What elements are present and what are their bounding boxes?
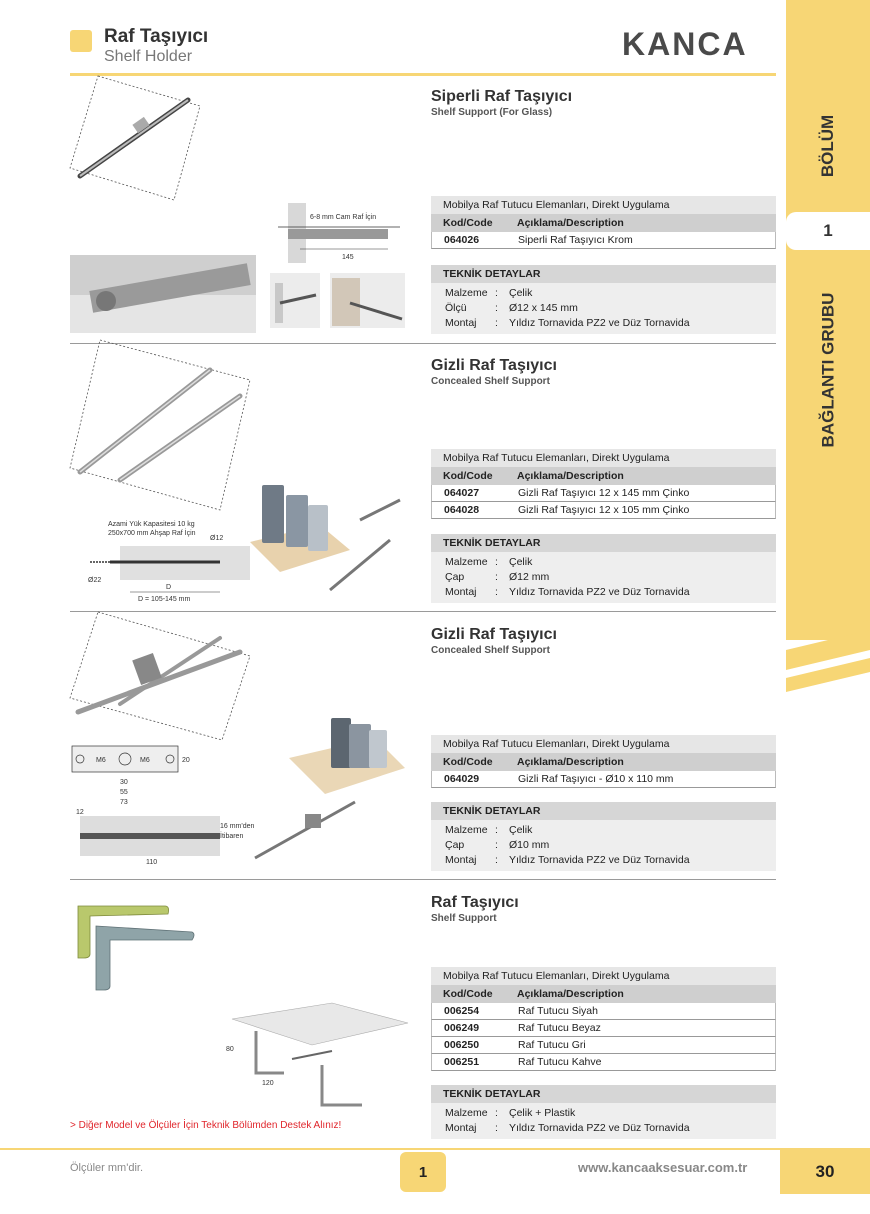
section-4-product-image	[70, 902, 200, 992]
side-bar-stripes	[786, 560, 870, 700]
page-subtitle: Shelf Holder	[104, 48, 193, 65]
bolum-label: BÖLÜM	[817, 114, 837, 178]
product-code: 006250	[444, 1039, 480, 1051]
tech-row: Malzeme : Çelik	[445, 824, 533, 836]
group-tab	[786, 260, 870, 480]
table-row	[431, 1020, 776, 1037]
load-capacity-label: Azami Yük Kapasitesi 10 kg	[108, 521, 195, 528]
section-2-tech-details	[431, 534, 776, 603]
m6-left-label: M6	[96, 757, 106, 764]
group-label: BAĞLANTI GRUBU	[818, 292, 838, 448]
dim-80-label: 80	[226, 1046, 234, 1053]
section-3-tech-details	[431, 802, 776, 871]
section-2-product-table	[431, 449, 776, 519]
col-description: Açıklama/Description	[517, 217, 624, 229]
product-description: Raf Tutucu Siyah	[518, 1005, 598, 1017]
section-2-title: Gizli Raf Taşıyıcı	[431, 357, 557, 374]
section-tab-bolum	[786, 96, 870, 196]
section-4-tech-details	[431, 1085, 776, 1139]
col-description: Açıklama/Description	[517, 756, 624, 768]
height-20-label: 20	[182, 757, 190, 764]
table-caption: Mobilya Raf Tutucu Elemanları, Direkt Uygulama	[431, 196, 776, 214]
dia12-label: Ø12	[210, 535, 224, 542]
shelf-size-label: 250x700 mm Ahşap Raf İçin	[108, 530, 196, 537]
product-code: 006249	[444, 1022, 480, 1034]
tech-title: TEKNİK DETAYLAR	[431, 265, 776, 283]
col-description: Açıklama/Description	[517, 470, 624, 482]
col-code: Kod/Code	[443, 217, 493, 229]
table-header	[431, 467, 776, 485]
section-1-install-images	[270, 273, 405, 328]
table-caption: Mobilya Raf Tutucu Elemanları, Direkt Uygulama	[431, 735, 776, 753]
table-header	[431, 985, 776, 1003]
table-row	[431, 232, 776, 249]
table-row	[431, 1054, 776, 1071]
dim-73-label: 73	[120, 799, 128, 806]
section-4-product-table	[431, 967, 776, 1071]
product-code: 064028	[444, 504, 480, 516]
tech-row: Montaj : Yıldız Tornavida PZ2 ve Düz Tornavida	[445, 1122, 690, 1134]
page-number: 30	[780, 1150, 870, 1194]
d-range-label: D = 105-145 mm	[138, 596, 191, 603]
tech-row: Malzeme : Çelik	[445, 287, 533, 299]
footer-website-link[interactable]: www.kancaaksesuar.com.tr	[578, 1160, 748, 1175]
product-description: Gizli Raf Taşıyıcı 12 x 105 mm Çinko	[518, 504, 690, 516]
col-code: Kod/Code	[443, 988, 493, 1000]
section-number: 1	[823, 221, 833, 240]
product-code: 006254	[444, 1005, 480, 1017]
section-1-product-table	[431, 196, 776, 249]
tech-row: Çap : Ø12 mm	[445, 571, 550, 583]
tech-row: Çap : Ø10 mm	[445, 839, 550, 851]
product-code: 006251	[444, 1056, 480, 1068]
tech-row: Ölçü : Ø12 x 145 mm	[445, 302, 578, 314]
table-row	[431, 1037, 776, 1054]
table-row	[431, 1003, 776, 1020]
product-description: Raf Tutucu Beyaz	[518, 1022, 601, 1034]
product-description: Raf Tutucu Kahve	[518, 1056, 602, 1068]
tech-row: Montaj : Yıldız Tornavida PZ2 ve Düz Tornavida	[445, 854, 690, 866]
table-caption: Mobilya Raf Tutucu Elemanları, Direkt Uygulama	[431, 967, 776, 985]
tech-title: TEKNİK DETAYLAR	[431, 534, 776, 552]
section-1-closeup-image	[70, 255, 256, 333]
section-2-subtitle: Concealed Shelf Support	[431, 376, 550, 387]
product-description: Gizli Raf Taşıyıcı 12 x 145 mm Çinko	[518, 487, 690, 499]
tech-row: Malzeme : Çelik + Plastik	[445, 1107, 576, 1119]
section-4-application-diagram	[222, 995, 412, 1115]
footer-section-badge: 1	[400, 1152, 446, 1192]
dim-30-label: 30	[120, 779, 128, 786]
col-description: Açıklama/Description	[517, 988, 624, 1000]
product-description: Gizli Raf Taşıyıcı - Ø10 x 110 mm	[518, 773, 674, 785]
m6-right-label: M6	[140, 757, 150, 764]
product-code: 064027	[444, 487, 480, 499]
product-code: 064026	[444, 234, 480, 246]
tech-title: TEKNİK DETAYLAR	[431, 802, 776, 820]
section-3-subtitle: Concealed Shelf Support	[431, 645, 550, 656]
section-1-product-image	[70, 76, 200, 200]
section-1-title: Siperli Raf Taşıyıcı	[431, 88, 573, 105]
table-row	[431, 502, 776, 519]
tech-row: Montaj : Yıldız Tornavida PZ2 ve Düz Tornavida	[445, 586, 690, 598]
section-3-title: Gizli Raf Taşıyıcı	[431, 626, 557, 643]
section-4-subtitle: Shelf Support	[431, 913, 497, 924]
tech-row: Montaj : Yıldız Tornavida PZ2 ve Düz Tornavida	[445, 317, 690, 329]
section-1-subtitle: Shelf Support (For Glass)	[431, 107, 553, 118]
section-1-dimension-diagram	[270, 203, 405, 263]
tech-row: Malzeme : Çelik	[445, 556, 533, 568]
section-number-tab	[786, 212, 870, 250]
header-square-icon	[70, 30, 92, 52]
brand-logo: KANCA	[622, 26, 748, 62]
dim-12-label: 12	[76, 809, 84, 816]
dim-120-label: 120	[262, 1080, 274, 1087]
footer-units-note: Ölçüler mm'dir.	[70, 1162, 143, 1174]
section-2-application-image	[250, 480, 415, 600]
support-note: > Diğer Model ve Ölçüler İçin Teknik Bölümden Destek Alınız!	[70, 1120, 342, 1131]
d-label: D	[166, 584, 172, 591]
table-row	[431, 485, 776, 502]
glass-label: 6-8 mm Cam Raf İçin	[310, 214, 377, 221]
product-description: Raf Tutucu Gri	[518, 1039, 586, 1051]
section-3-plate-diagram	[66, 742, 192, 806]
section-1-tech-details	[431, 265, 776, 334]
product-code: 064029	[444, 773, 480, 785]
table-caption: Mobilya Raf Tutucu Elemanları, Direkt Uygulama	[431, 449, 776, 467]
table-header	[431, 214, 776, 232]
product-description: Siperli Raf Taşıyıcı Krom	[518, 234, 633, 246]
dim-55-label: 55	[120, 789, 128, 796]
section-3-product-table	[431, 735, 776, 788]
table-header	[431, 753, 776, 771]
dia22-label: Ø22	[88, 577, 102, 584]
section-3-application-image	[245, 718, 415, 868]
section-2-product-image	[70, 340, 250, 510]
from-label: İtibaren	[220, 833, 244, 840]
from-16mm-label: 16 mm'den	[220, 823, 255, 830]
section-2-dimension-diagram	[70, 516, 250, 606]
footer-divider	[0, 1148, 870, 1150]
tech-title: TEKNİK DETAYLAR	[431, 1085, 776, 1103]
dim-110-label: 110	[146, 859, 158, 866]
length-label: 145	[342, 254, 354, 261]
col-code: Kod/Code	[443, 756, 493, 768]
col-code: Kod/Code	[443, 470, 493, 482]
section-3-bolt-diagram	[70, 808, 255, 866]
section-3-product-image	[70, 612, 250, 740]
table-row	[431, 771, 776, 788]
section-divider	[70, 879, 776, 880]
section-4-title: Raf Taşıyıcı	[431, 894, 519, 911]
page-title: Raf Taşıyıcı	[104, 26, 209, 47]
